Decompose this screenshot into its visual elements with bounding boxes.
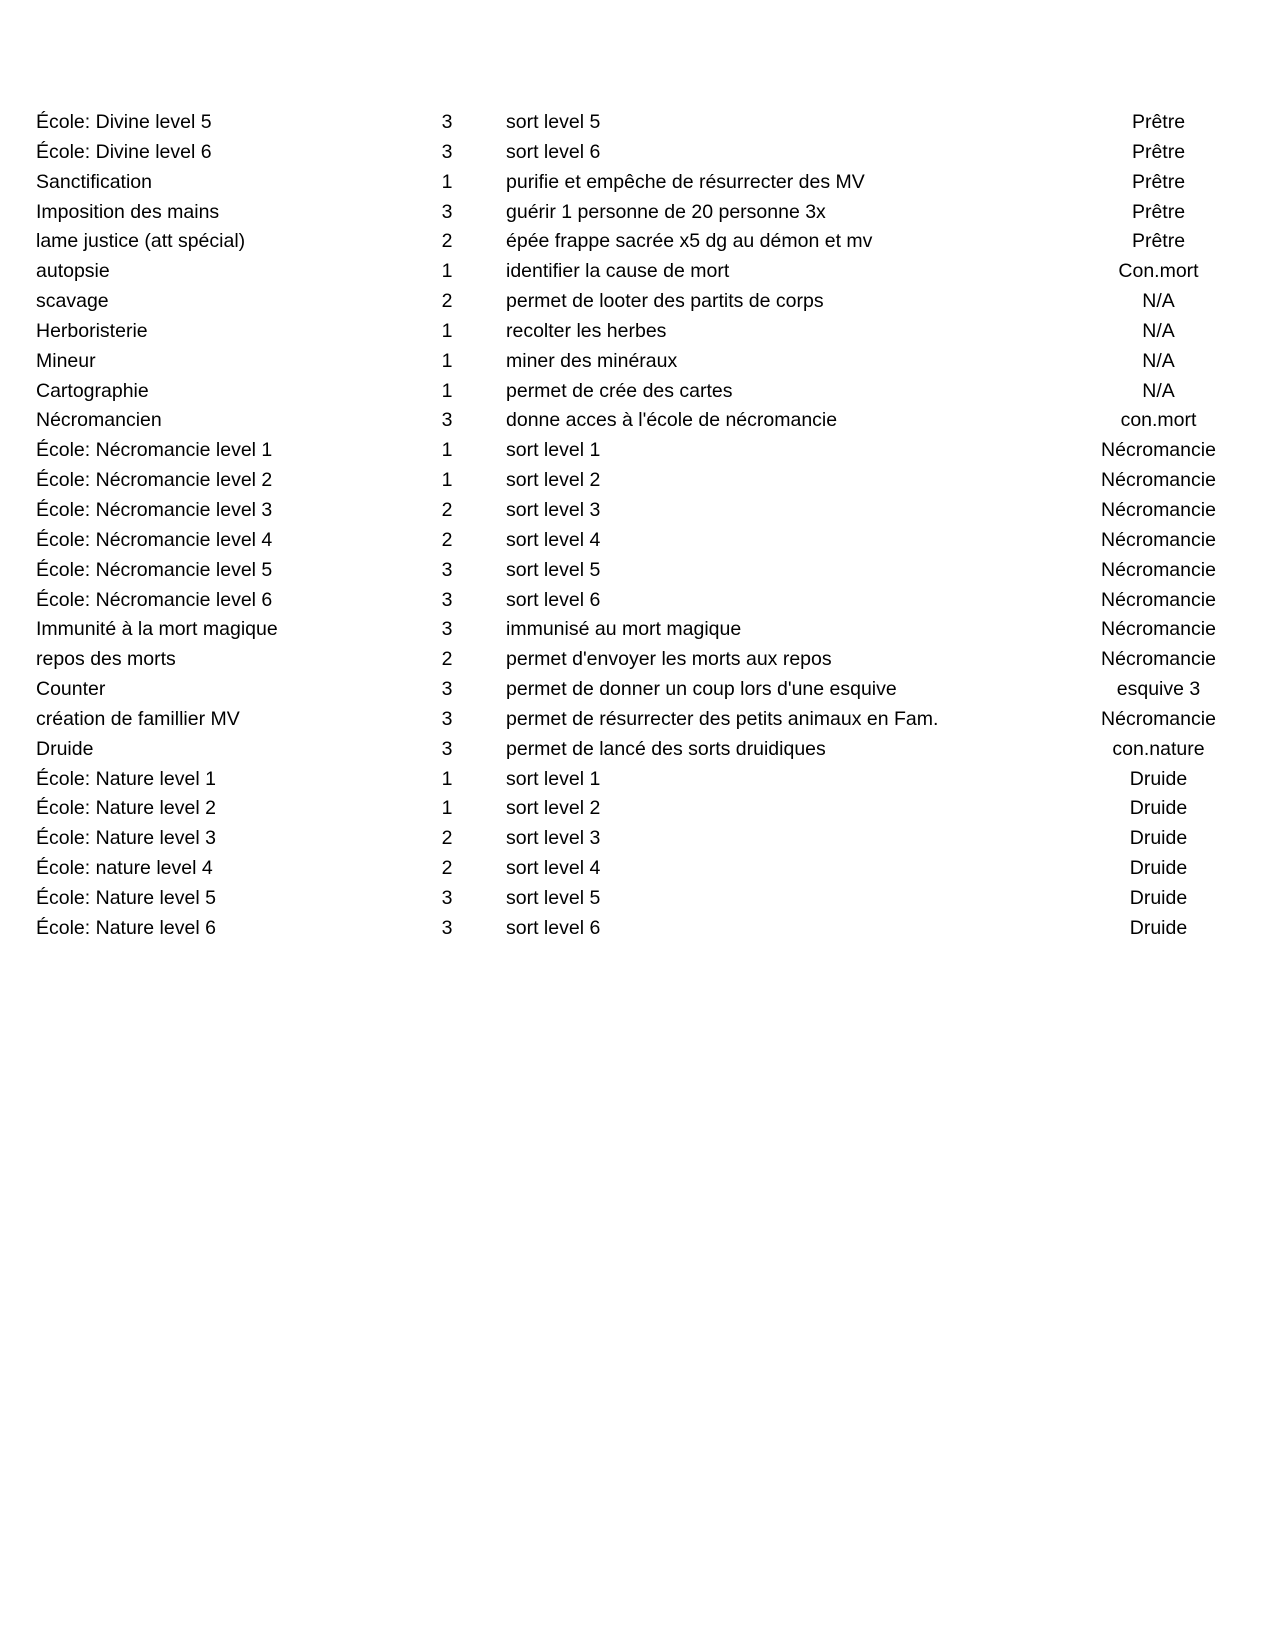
skill-cost-cell: 1 (441, 379, 453, 402)
skill-school-cell: N/A (1142, 290, 1175, 313)
skill-name-cell: Immunité à la mort magique (36, 618, 278, 641)
skill-cost-cell: 3 (441, 140, 453, 163)
skill-school-cell: Prêtre (1131, 111, 1186, 133)
table-row (0, 526, 1275, 556)
skill-school-cell: N/A (1142, 319, 1175, 342)
skill-school-cell: esquive 3 (1116, 678, 1201, 701)
table-row (0, 675, 1275, 705)
table-row (0, 794, 1275, 824)
table-row (0, 406, 1275, 436)
skill-school-cell: Nécromancie (1101, 618, 1216, 641)
skill-name-cell: création de famillier MV (36, 707, 240, 730)
table-row (0, 735, 1275, 765)
skill-name-cell: École: Nature level 5 (36, 886, 216, 909)
table-row (0, 377, 1275, 407)
skill-cost-cell: 3 (441, 588, 453, 611)
skill-name-cell: scavage (36, 290, 109, 313)
skill-name-cell: Sanctification (36, 170, 152, 193)
skill-cost-cell: 1 (441, 349, 453, 372)
skill-cost-cell: 1 (441, 170, 453, 193)
skill-description-cell: guérir 1 personne de 20 personne 3x (506, 200, 826, 223)
skill-name-cell: École: Nécromancie level 2 (36, 469, 273, 492)
skill-description-cell: sort level 2 (506, 797, 601, 820)
skill-name-cell: Imposition des mains (36, 200, 220, 223)
skill-description-cell: sort level 1 (506, 439, 601, 462)
skill-name-cell: Mineur (36, 349, 96, 372)
skill-description-cell: identifier la cause de mort (506, 260, 730, 283)
skill-school-cell: Nécromancie (1101, 707, 1216, 730)
skill-cost-cell: 1 (441, 469, 453, 492)
table-row (0, 884, 1275, 914)
table-row (0, 705, 1275, 735)
table-row (0, 556, 1275, 586)
skill-description-cell: permet d'envoyer les morts aux repos (506, 648, 832, 671)
table-row (0, 436, 1275, 466)
skill-cost-cell: 1 (441, 797, 453, 820)
skill-cost-cell: 3 (441, 618, 453, 641)
skill-cost-cell: 3 (441, 886, 453, 909)
skill-description-cell: sort level 2 (506, 469, 601, 492)
skill-name-cell: École: Nécromancie level 4 (36, 528, 273, 551)
skill-description-cell: sort level 5 (506, 111, 601, 133)
skill-name-cell: École: Nature level 1 (36, 767, 216, 790)
table-row (0, 586, 1275, 616)
skill-description-cell: sort level 6 (506, 140, 601, 163)
table-row (0, 138, 1275, 168)
skill-description-cell: épée frappe sacrée x5 dg au démon et mv (506, 230, 873, 253)
table-row (0, 347, 1275, 377)
skill-name-cell: lame justice (att spécial) (36, 230, 246, 253)
skill-name-cell: École: Nécromancie level 6 (36, 588, 273, 611)
skill-description-cell: permet de donner un coup lors d'une esquive (506, 678, 897, 701)
skill-description-cell: sort level 3 (506, 498, 601, 521)
skill-description-cell: sort level 1 (506, 767, 601, 790)
skill-school-cell: Nécromancie (1101, 588, 1216, 611)
skill-school-cell: Prêtre (1131, 230, 1186, 253)
skill-cost-cell: 2 (441, 827, 453, 850)
skill-cost-cell: 3 (441, 916, 453, 939)
skill-cost-cell: 2 (441, 857, 453, 880)
skill-cost-cell: 3 (441, 707, 453, 730)
table-row (0, 914, 1275, 944)
skill-school-cell: Con.mort (1118, 260, 1199, 283)
table-row (0, 615, 1275, 645)
skill-cost-cell: 3 (441, 678, 453, 701)
table-row (0, 198, 1275, 228)
skill-cost-cell: 1 (441, 260, 453, 283)
skill-school-cell: con.nature (1112, 737, 1205, 760)
skill-cost-cell: 3 (441, 200, 453, 223)
skill-school-cell: Druide (1129, 767, 1188, 790)
skill-description-cell: sort level 5 (506, 886, 601, 909)
table-row (0, 824, 1275, 854)
table-row (0, 257, 1275, 287)
skill-table (0, 108, 1275, 944)
table-row (0, 317, 1275, 347)
table-row (0, 854, 1275, 884)
skill-school-cell: Druide (1129, 797, 1188, 820)
table-row (0, 168, 1275, 198)
document-body (0, 108, 1275, 944)
skill-name-cell: École: Nécromancie level 3 (36, 498, 273, 521)
skill-description-cell: sort level 6 (506, 588, 601, 611)
skill-school-cell: Nécromancie (1101, 498, 1216, 521)
table-row (0, 227, 1275, 257)
skill-description-cell: sort level 4 (506, 857, 601, 880)
skill-name-cell: Counter (36, 678, 106, 701)
skill-description-cell: recolter les herbes (506, 319, 667, 342)
skill-name-cell: École: Nature level 3 (36, 827, 216, 850)
skill-school-cell: Druide (1129, 827, 1188, 850)
skill-name-cell: École: Nécromancie level 5 (36, 558, 273, 581)
table-row (0, 108, 1275, 138)
skill-name-cell: École: Divine level 6 (36, 140, 212, 163)
skill-school-cell: Druide (1129, 886, 1188, 909)
skill-school-cell: N/A (1142, 349, 1175, 372)
skill-description-cell: permet de looter des partits de corps (506, 290, 824, 313)
table-row (0, 765, 1275, 795)
skill-school-cell: Nécromancie (1101, 528, 1216, 551)
skill-description-cell: sort level 6 (506, 916, 601, 939)
skill-name-cell: École: Divine level 5 (36, 111, 212, 133)
skill-description-cell: purifie et empêche de résurrecter des MV (506, 170, 865, 193)
skill-name-cell: Druide (36, 737, 94, 760)
skill-description-cell: permet de résurrecter des petits animaux en Fam. (506, 707, 939, 730)
skill-description-cell: sort level 4 (506, 528, 601, 551)
skill-cost-cell: 3 (441, 409, 453, 432)
skill-school-cell: Nécromancie (1101, 558, 1216, 581)
skill-school-cell: Prêtre (1131, 170, 1186, 193)
skill-cost-cell: 1 (441, 439, 453, 462)
skill-description-cell: permet de crée des cartes (506, 379, 733, 402)
skill-description-cell: permet de lancé des sorts druidiques (506, 737, 826, 760)
skill-name-cell: École: Nature level 6 (36, 916, 216, 939)
table-row (0, 466, 1275, 496)
skill-school-cell: Prêtre (1131, 140, 1186, 163)
skill-description-cell: donne acces à l'école de nécromancie (506, 409, 838, 432)
skill-cost-cell: 3 (441, 111, 453, 133)
skill-description-cell: miner des minéraux (506, 349, 678, 372)
skill-cost-cell: 3 (441, 558, 453, 581)
skill-school-cell: Nécromancie (1101, 648, 1216, 671)
skill-cost-cell: 3 (441, 737, 453, 760)
skill-description-cell: sort level 3 (506, 827, 601, 850)
skill-name-cell: Herboristerie (36, 319, 148, 342)
skill-description-cell: sort level 5 (506, 558, 601, 581)
skill-name-cell: Nécromancien (36, 409, 162, 432)
skill-name-cell: Cartographie (36, 379, 149, 402)
skill-school-cell: Druide (1129, 916, 1188, 939)
skill-name-cell: École: Nature level 2 (36, 797, 216, 820)
skill-name-cell: École: nature level 4 (36, 857, 213, 880)
skill-name-cell: repos des morts (36, 648, 176, 671)
skill-cost-cell: 2 (441, 528, 453, 551)
skill-school-cell: N/A (1142, 379, 1175, 402)
skill-school-cell: Druide (1129, 857, 1188, 880)
skill-school-cell: Nécromancie (1101, 439, 1216, 462)
skill-cost-cell: 2 (441, 648, 453, 671)
skill-cost-cell: 2 (441, 498, 453, 521)
skill-school-cell: con.mort (1120, 409, 1197, 432)
skill-cost-cell: 2 (441, 290, 453, 313)
table-row (0, 645, 1275, 675)
skill-name-cell: autopsie (36, 260, 110, 283)
skill-description-cell: immunisé au mort magique (506, 618, 742, 641)
skill-school-cell: Nécromancie (1101, 469, 1216, 492)
skill-school-cell: Prêtre (1131, 200, 1186, 223)
table-row (0, 496, 1275, 526)
skill-name-cell: École: Nécromancie level 1 (36, 439, 273, 462)
skill-table-body (0, 108, 1275, 944)
skill-cost-cell: 2 (441, 230, 453, 253)
table-row (0, 287, 1275, 317)
skill-cost-cell: 1 (441, 767, 453, 790)
skill-cost-cell: 1 (441, 319, 453, 342)
